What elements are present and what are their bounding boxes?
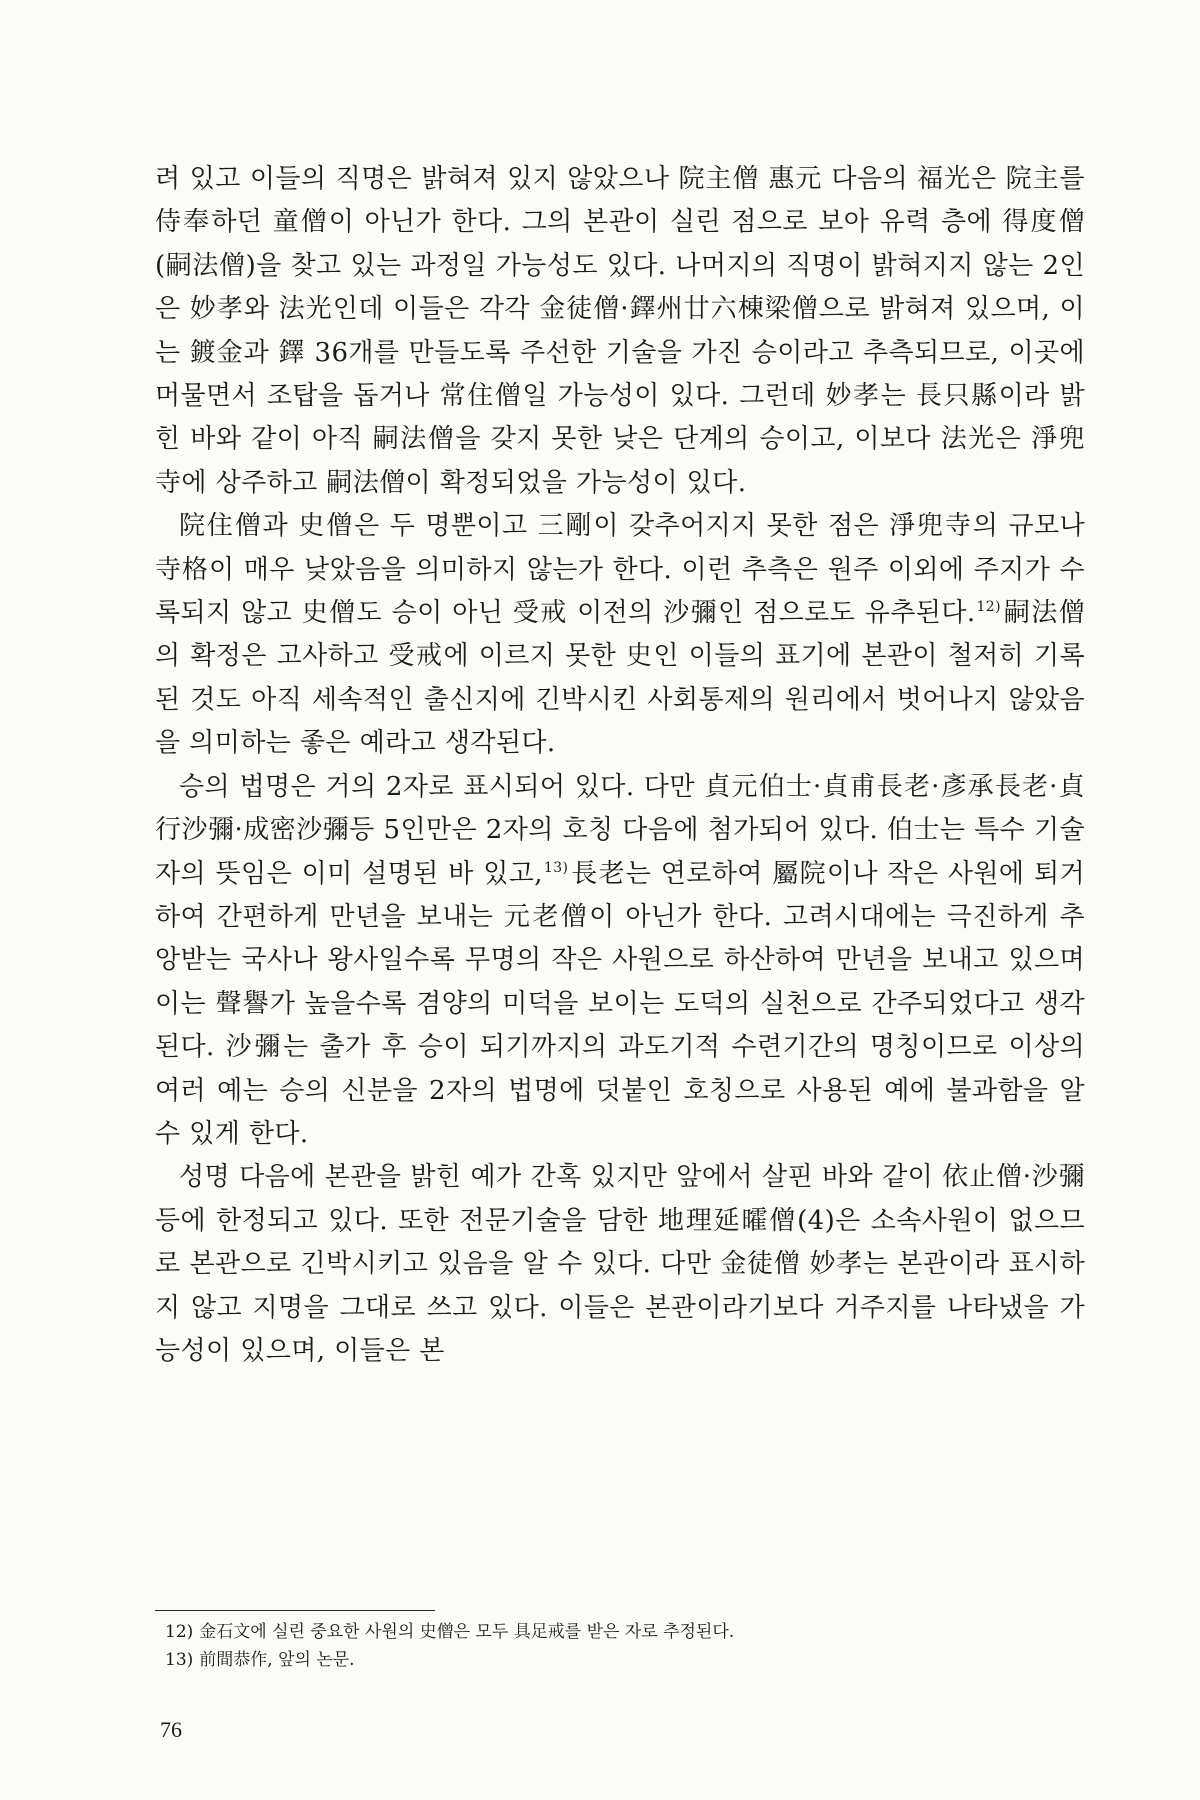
footnotes [165,1618,1065,1674]
footnote-text: 金石文에 실린 중요한 사원의 史僧은 모두 具足戒를 받은 자로 추정된다. [199,1622,735,1642]
footnote-number: 13) [165,1650,194,1670]
paragraph-text: 승의 법명은 거의 2자로 표시되어 있다. 다만 貞元伯士·貞甫長老·彥承長老·貞行沙彌·成密沙彌등 5인만은 2자의 호칭 다음에 첨가되어 있다. 伯士는 특수 기술자의 뜻임은 이미 설명된 바 있고, [155,771,1085,889]
footnote-reference: 13) [543,859,569,876]
body-text [155,158,1085,1373]
paragraph-text: 嗣法僧의 확정은 고사하고 受戒에 이르지 못한 史인 이들의 표기에 본관이 철저히 기록된 것도 아직 세속적인 출신지에 긴박시킨 사회통제의 원리에서 벗어나지 않았음을 의미하는 좋은 예라고 생각된다. [155,598,1086,759]
footnote [165,1618,1065,1646]
paragraph [155,158,1085,505]
footnote-divider [155,1610,435,1611]
paragraph-text: 長老는 연로하여 屬院이나 작은 사원에 퇴거하여 간편하게 만년을 보내는 元老僧이 아닌가 한다. 고려시대에는 극진하게 추앙받는 국사나 왕사일수록 무명의 작은 사원으로 하산하여 만년을 보내고 있으며 이는 聲譽가 높을수록 겸양의 미덕을 보이는 도덕의 실천으로 간주되었다고 생각된다. 沙彌는 출가 후 승이 되기까지의 과도기적 수련기간의 명칭이므로 이상의 여러 예는 승의 신분을 2자의 법명에 덧붙인 호칭으로 사용된 예에 불과함을 알 수 있게 한다. [155,858,1085,1149]
footnote-number: 12) [165,1622,194,1642]
paragraph [155,505,1085,765]
footnote-reference: 12) [976,599,1001,616]
paragraph [155,1156,1085,1373]
footnote [165,1646,1065,1674]
paragraph-text: 院住僧과 史僧은 두 명뿐이고 三剛이 갖추어지지 못한 점은 淨兜寺의 규모나 寺格이 매우 낮았음을 의미하지 않는가 한다. 이런 추측은 원주 이외에 주지가 수록되지 않고 史僧도 승이 아닌 受戒 이전의 沙彌인 점으로도 유추된다. [155,511,1085,629]
paragraph-text: 려 있고 이들의 직명은 밝혀져 있지 않았으나 院主僧 惠元 다음의 福光은 院主를 侍奉하던 童僧이 아닌가 한다. 그의 본관이 실린 점으로 보아 유력 층에 得度僧(嗣法僧)을 찾고 있는 과정일 가능성도 있다. 나머지의 직명이 밝혀지지 않는 2인은 妙孝와 法光인데 이들은 각각 金徒僧·鐸州廿六棟梁僧으로 밝혀져 있으며, 이는 鍍金과 鐸 36개를 만들도록 주선한 기술을 가진 승이라고 추측되므로, 이곳에 머물면서 조탑을 돕거나 常住僧일 가능성이 있다. 그런데 妙孝는 長只縣이라 밝힌 바와 같이 아직 嗣法僧을 갖지 못한 낮은 단계의 승이고, 이보다 法光은 淨兜寺에 상주하고 嗣法僧이 확정되었을 가능성이 있다. [155,164,1085,498]
page-number: 76 [160,1717,182,1742]
paragraph [155,766,1085,1157]
footnote-text: 前間恭作, 앞의 논문. [199,1650,355,1670]
paragraph-text: 성명 다음에 본관을 밝힌 예가 간혹 있지만 앞에서 살핀 바와 같이 依止僧·沙彌 등에 한정되고 있다. 또한 전문기술을 담한 地理延曤僧(4)은 소속사원이 없으므로 본관으로 긴박시키고 있음을 알 수 있다. 다만 金徒僧 妙孝는 본관이라 표시하지 않고 지명을 그대로 쓰고 있다. 이들은 본관이라기보다 거주지를 나타냈을 가능성이 있으며, 이들은 본 [155,1162,1085,1366]
